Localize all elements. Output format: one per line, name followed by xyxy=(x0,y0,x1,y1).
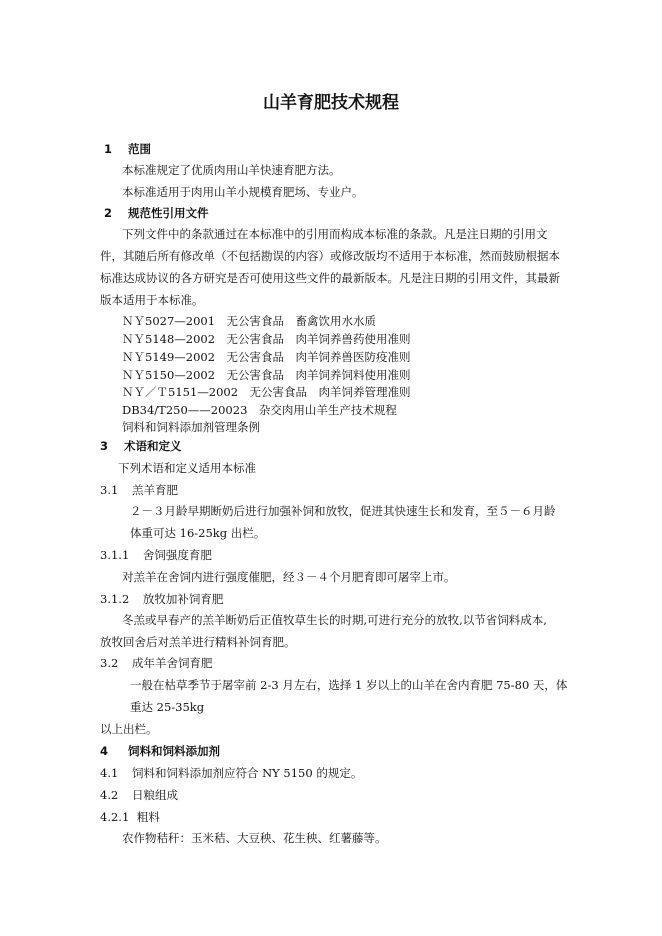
term-3-1-label: 羔羊育肥 xyxy=(131,483,178,497)
term-3-1-number: 3.1 xyxy=(100,483,119,497)
term-3-1-2-line: 冬羔或早春产的羔羊断奶后正值牧草生长的时期,可进行充分的放牧,以节省饲料成本, xyxy=(122,613,547,627)
section-3-heading xyxy=(100,438,182,454)
term-3-1-2-line: 放牧回舍后对羔羊进行精料补饲育肥。 xyxy=(100,635,296,649)
clause-4-2-1 xyxy=(100,809,160,825)
reference-item: 饲料和饲料添加剂管理条例 xyxy=(122,420,260,434)
term-3-1-1-label: 舍饲强度育肥 xyxy=(142,548,212,562)
reference-item: ＮＹ5149—2002 无公害食品 肉羊饲养兽医防疫准则 xyxy=(122,350,411,364)
reference-item: ＮＹ5027—2001 无公害食品 畜禽饮用水水质 xyxy=(122,314,377,328)
clause-4-2-text: 日粮组成 xyxy=(131,788,178,802)
clause-4-2-1-number: 4.2.1 xyxy=(100,810,130,824)
term-3-2-number: 3.2 xyxy=(100,656,119,670)
section-1-para-2: 本标准适用于肉用山羊小规模育肥场、专业户。 xyxy=(122,185,364,199)
document-title: 山羊育肥技术规程 xyxy=(263,93,399,113)
section-2-heading xyxy=(104,205,209,221)
section-2-para-line: 标准达成协议的各方研究是否可使用这些文件的最新版本。凡是注日期的引用文件，其最新 xyxy=(100,271,560,285)
clause-4-1 xyxy=(100,765,362,781)
term-3-1-1-number: 3.1.1 xyxy=(100,548,130,562)
section-4-heading xyxy=(100,743,220,759)
clause-4-1-number: 4.1 xyxy=(100,766,119,780)
section-1-para-1: 本标准规定了优质肉用山羊快速育肥方法。 xyxy=(122,163,341,177)
section-1-number: 1 xyxy=(104,142,113,156)
section-2-para-line: 下列文件中的条款通过在本标准中的引用而构成本标准的条款。凡是注日期的引用文 xyxy=(122,227,548,241)
reference-item: ＮＹ／Ｔ5151—2002 无公害食品 肉羊饲养管理准则 xyxy=(122,385,411,399)
section-3-intro: 下列术语和定义适用本标准 xyxy=(118,461,256,475)
term-3-1-2-number: 3.1.2 xyxy=(100,592,130,606)
reference-item: ＮＹ5148—2002 无公害食品 肉羊饲养兽药使用准则 xyxy=(122,332,411,346)
term-3-1-1-line: 对羔羊在舍饲内进行强度催肥，经３－４个月肥育即可屠宰上市。 xyxy=(122,570,456,584)
section-4-title: 饲料和饲料添加剂 xyxy=(128,744,221,758)
term-3-1-2-heading xyxy=(100,591,223,607)
term-3-2-line: 以上出栏。 xyxy=(100,722,158,736)
section-2-number: 2 xyxy=(104,206,113,220)
section-3-title: 术语和定义 xyxy=(124,439,182,453)
clause-4-1-text: 饲料和饲料添加剂应符合 NY 5150 的规定。 xyxy=(131,766,363,780)
term-3-2-label: 成年羊舍饲育肥 xyxy=(131,656,213,670)
clause-4-2-1-para: 农作物秸秆：玉米秸、大豆秧、花生秧、红薯藤等。 xyxy=(122,831,387,845)
section-2-para-line: 版本适用于本标准。 xyxy=(100,293,204,307)
term-3-1-line: ２－３月龄早期断奶后进行加强补饲和放牧，促进其快速生长和发育，至５－６月龄 xyxy=(130,504,556,518)
clause-4-2-number: 4.2 xyxy=(100,788,119,802)
clause-4-2 xyxy=(100,787,178,803)
term-3-1-heading xyxy=(100,482,178,498)
section-3-number: 3 xyxy=(100,439,109,453)
section-1-heading xyxy=(104,141,151,157)
term-3-2-heading xyxy=(100,655,212,671)
term-3-1-1-heading xyxy=(100,547,212,563)
reference-item: DB34/T250——20023 杂交肉用山羊生产技术规程 xyxy=(122,403,397,417)
term-3-1-2-label: 放牧加补饲育肥 xyxy=(142,592,224,606)
section-2-para-line: 件，其随后所有修改单（不包括勘误的内容）或修改版均不适用于本标准，然而鼓励根据本 xyxy=(100,249,560,263)
section-4-number: 4 xyxy=(100,744,109,758)
term-3-2-line: 重达 25-35kg xyxy=(130,700,205,714)
section-1-title: 范围 xyxy=(128,142,152,156)
clause-4-2-1-text: 粗料 xyxy=(136,810,160,824)
term-3-1-line: 体重可达 16-25kg 出栏。 xyxy=(130,526,266,540)
reference-item: ＮＹ5150—2002 无公害食品 肉羊饲养饲料使用准则 xyxy=(122,368,411,382)
section-2-title: 规范性引用文件 xyxy=(128,206,209,220)
term-3-2-line: 一般在枯草季节于屠宰前 2-3 月左右，选择 1 岁以上的山羊在舍内育肥 75-80 天，体 xyxy=(130,678,568,692)
